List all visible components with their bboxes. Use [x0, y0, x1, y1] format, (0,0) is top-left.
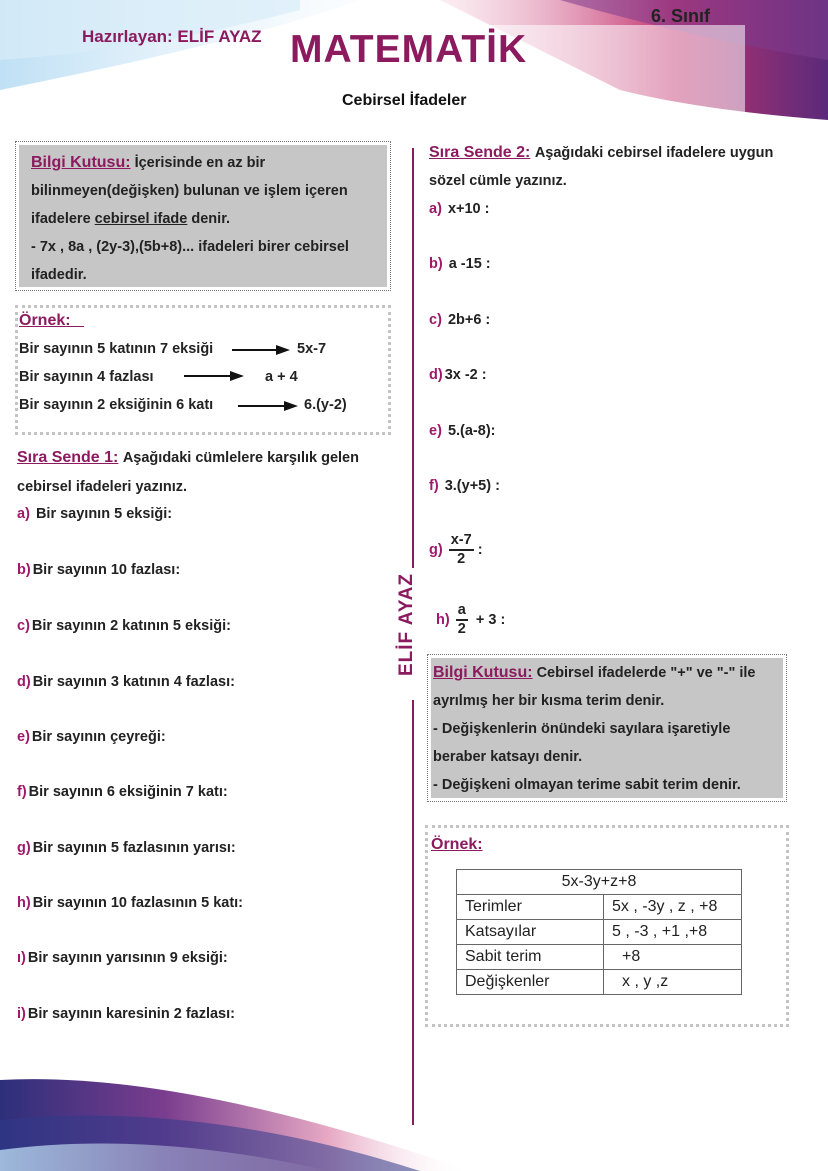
- table-row: [457, 970, 742, 995]
- sira2-item-c: c) 2b+6 :: [429, 312, 491, 328]
- table-key: Katsayılar: [457, 920, 604, 945]
- sira1-heading: Sıra Sende 1: Aşağıdaki cümlelere karşılık gelen: [17, 449, 359, 466]
- sira2-item-a: a) x+10 :: [429, 201, 490, 217]
- table-row: [457, 870, 742, 895]
- fraction-g: $\frac{x-7}{2}$: [450, 532, 472, 567]
- table-row: [457, 945, 742, 970]
- sira1-item-b: b) Bir sayının 10 fazlası:: [17, 562, 181, 578]
- sira2-item-g: g) $\frac{x-7}{2}$ :: [429, 532, 483, 567]
- footer-decoration: [0, 1060, 828, 1171]
- sira1-instruction-2: cebirsel ifadeleri yazınız.: [17, 479, 188, 495]
- center-divider-top: [412, 148, 414, 568]
- example1-row-3: Bir sayının 2 eksiğinin 6 katı: [19, 397, 214, 413]
- info2-line-3: - Değişkenlerin önündeki sayılara işaretiyle: [433, 721, 731, 737]
- example2-title: Örnek:: [431, 836, 483, 853]
- sira1-title: Sıra Sende 1:: [17, 449, 119, 466]
- sira1-item-e: e) Bir sayının çeyreği:: [17, 729, 166, 745]
- grade-label: 6. Sınıf: [651, 6, 711, 26]
- sira1-item-h: h) Bir sayının 10 fazlasının 5 katı:: [17, 895, 244, 911]
- terms-table-wrapper: [456, 869, 742, 995]
- example1-result-2: a + 4: [265, 369, 298, 385]
- table-key: Değişkenler: [457, 970, 604, 995]
- example1-result-1: 5x-7: [297, 341, 327, 357]
- arrow-1: [232, 349, 282, 351]
- table-row: [457, 895, 742, 920]
- fraction-h: $\frac{a}{2}$: [457, 602, 466, 637]
- sira1-item-i-dotless: ı) Bir sayının yarısının 9 eksiği:: [17, 950, 228, 966]
- table-expression: 5x-3y+z+8: [457, 870, 742, 895]
- example1-title: Örnek:: [19, 312, 71, 329]
- page-subtitle: Cebirsel İfadeler: [342, 92, 467, 109]
- arrow-1-head: [276, 345, 290, 355]
- table-value: x , y ,z: [604, 970, 742, 995]
- info1-line-1: Bilgi Kutusu: İçerisinde en az bir: [31, 154, 266, 171]
- example1-row-1: Bir sayının 5 katının 7 eksiği: [19, 341, 214, 357]
- example1-result-3: 6.(y-2): [304, 397, 347, 413]
- info1-title: Bilgi Kutusu:: [31, 154, 131, 171]
- sira2-item-h: h) $\frac{a}{2}$ + 3 :: [436, 602, 506, 637]
- info2-line-5: - Değişkeni olmayan terime sabit terim denir.: [433, 777, 741, 793]
- table-value: +8: [604, 945, 742, 970]
- arrow-3-head: [284, 401, 298, 411]
- sira2-item-b: b) a -15 :: [429, 256, 491, 272]
- side-author-label: ELİF AYAZ: [396, 573, 417, 676]
- info-box-2: [431, 658, 783, 798]
- info1-line-5: ifadedir.: [31, 267, 87, 283]
- sira2-instruction-2: sözel cümle yazınız.: [429, 173, 567, 189]
- table-value: 5x , -3y , z , +8: [604, 895, 742, 920]
- sira2-item-d: d) 3x -2 :: [429, 367, 487, 383]
- sira1-item-g: g) Bir sayının 5 fazlasının yarısı:: [17, 840, 236, 856]
- sira2-item-e: e) 5.(a-8):: [429, 423, 496, 439]
- info2-line-1: Bilgi Kutusu: Cebirsel ifadelerde "+" ve "-" ile: [433, 664, 756, 681]
- sira1-item-a: a) Bir sayının 5 eksiği:: [17, 506, 173, 522]
- sira1-item-d: d) Bir sayının 3 katının 4 fazlası:: [17, 674, 235, 690]
- sira1-item-i: i) Bir sayının karesinin 2 fazlası:: [17, 1006, 235, 1022]
- table-row: [457, 920, 742, 945]
- table-key: Terimler: [457, 895, 604, 920]
- info1-line-2: bilinmeyen(değişken) bulunan ve işlem içeren: [31, 183, 348, 199]
- example1-row-2: Bir sayının 4 fazlası: [19, 369, 154, 385]
- info1-line-3: ifadelere cebirsel ifade denir.: [31, 211, 231, 227]
- author-label: Hazırlayan: ELİF AYAZ: [82, 27, 262, 46]
- info1-line-4: - 7x , 8a , (2y-3),(5b+8)... ifadeleri birer cebirsel: [31, 239, 349, 255]
- arrow-3: [238, 405, 290, 407]
- arrow-2: [184, 375, 236, 377]
- info2-line-4: beraber katsayı denir.: [433, 749, 583, 765]
- sira2-title: Sıra Sende 2:: [429, 144, 531, 161]
- sira2-heading: Sıra Sende 2: Aşağıdaki cebirsel ifadelere uygun: [429, 144, 774, 161]
- sira1-item-f: f) Bir sayının 6 eksiğinin 7 katı:: [17, 784, 228, 800]
- table-key: Sabit terim: [457, 945, 604, 970]
- sira1-item-c: c) Bir sayının 2 katının 5 eksiği:: [17, 618, 231, 634]
- arrow-2-head: [230, 371, 244, 381]
- sira2-item-f: f) 3.(y+5) :: [429, 478, 500, 494]
- info2-line-2: ayrılmış her bir kısma terim denir.: [433, 693, 665, 709]
- page-title: MATEMATİK: [290, 28, 528, 71]
- table-value: 5 , -3 , +1 ,+8: [604, 920, 742, 945]
- info-box-1: [19, 145, 387, 287]
- terms-table: [456, 869, 742, 995]
- info2-title: Bilgi Kutusu:: [433, 664, 533, 681]
